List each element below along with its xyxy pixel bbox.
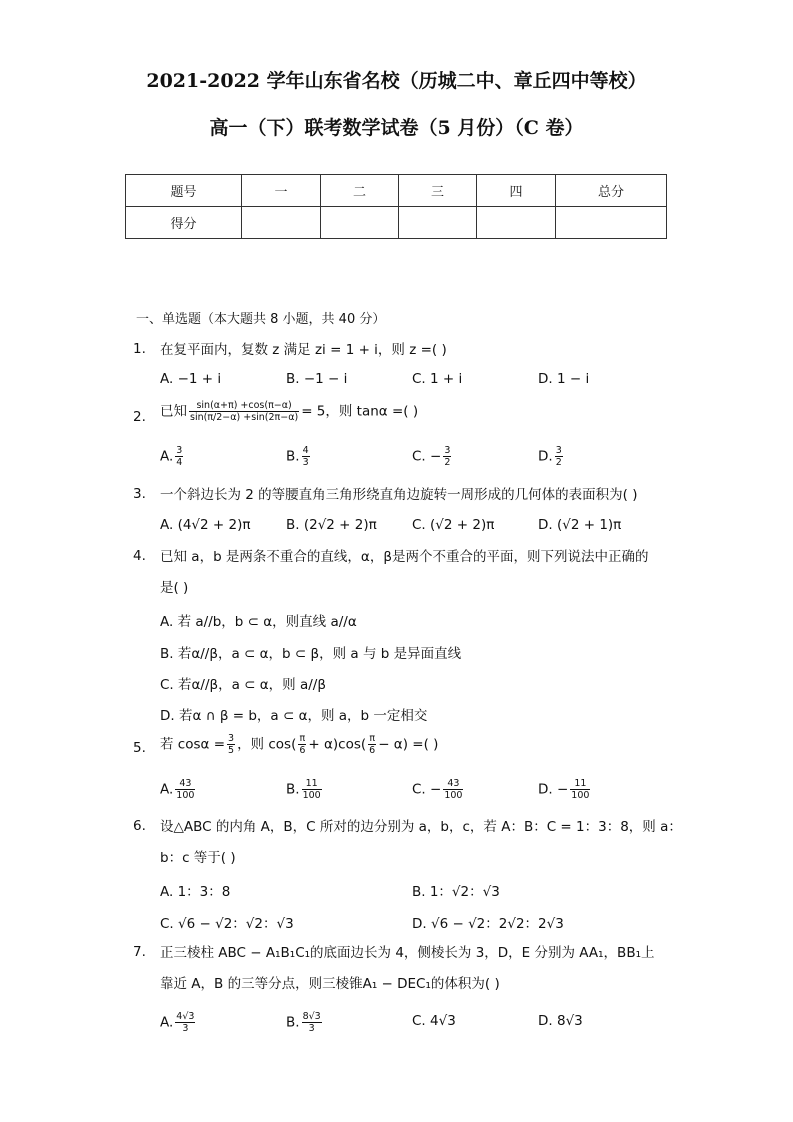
- q1-option-b: B. −1 − i: [286, 371, 348, 387]
- q6-option-a: A. 1：3：8: [160, 884, 231, 900]
- question-number: 3.: [133, 486, 146, 502]
- score-cell: [321, 207, 399, 239]
- question-number: 6.: [133, 818, 146, 834]
- score-header-cell: 三: [399, 175, 477, 207]
- question-4-line2: 是( ): [160, 580, 189, 596]
- score-header-cell: 四: [477, 175, 556, 207]
- score-header-cell: 二: [321, 175, 399, 207]
- q3-option-a: A. (4√2 + 2)π: [160, 517, 251, 533]
- question-5-text: 若 cosα = $\frac{3}{5}$ ，则 cos( $\frac{\pi}{6}$ + α)cos( $\frac{\pi}{6}$ − α) =( ): [160, 733, 439, 756]
- q5-option-c: C. − $\frac{43}{100}$: [412, 778, 463, 801]
- q2-fraction-denominator: sin(π/2−α) +sin(2π−α): [190, 412, 299, 423]
- question-number: 5.: [133, 740, 146, 756]
- q3-option-c: C. (√2 + 2)π: [412, 517, 495, 533]
- score-cell: [242, 207, 321, 239]
- q3-option-d: D. (√2 + 1)π: [538, 517, 622, 533]
- q6-option-b: B. 1：√2：√3: [412, 884, 500, 900]
- q2-option-c: C. − $\frac{3}{2}$: [412, 445, 451, 468]
- q7-option-a: A. $\frac{4√3}{3}$: [160, 1011, 195, 1034]
- q4-option-b: B. 若α//β，a ⊂ α，b ⊂ β，则 a 与 b 是异面直线: [160, 646, 462, 662]
- question-6-line2: b：c 等于( ): [160, 850, 236, 866]
- question-number: 1.: [133, 341, 146, 357]
- q2-prefix: 已知: [160, 403, 187, 420]
- q2-fraction-numerator: sin(α+π) +cos(π−α): [189, 400, 299, 412]
- exam-title-line2: 高一（下）联考数学试卷（5 月份）（C 卷）: [209, 117, 584, 139]
- question-4-line1: 已知 a，b 是两条不重合的直线，α，β是两个不重合的平面，则下列说法中正确的: [160, 549, 649, 565]
- question-number: 2.: [133, 409, 146, 425]
- score-cell: [477, 207, 556, 239]
- q3-option-b: B. (2√2 + 2)π: [286, 517, 377, 533]
- q7-option-d: D. 8√3: [538, 1013, 583, 1029]
- q1-option-a: A. −1 + i: [160, 371, 222, 387]
- question-7-line1: 正三棱柱 ABC − A₁B₁C₁的底面边长为 4，侧棱长为 3，D，E 分别为 AA₁，BB₁上: [160, 945, 655, 961]
- q5-option-a: A. $\frac{43}{100}$: [160, 778, 195, 801]
- question-number: 7.: [133, 944, 146, 960]
- question-2-text: [160, 400, 418, 423]
- q1-option-d: D. 1 − i: [538, 371, 590, 387]
- score-row-label: 得分: [126, 207, 242, 239]
- question-3-text: 一个斜边长为 2 的等腰直角三角形绕直角边旋转一周形成的几何体的表面积为( ): [160, 487, 638, 503]
- q7-option-c: C. 4√3: [412, 1013, 456, 1029]
- q4-option-c: C. 若α//β，a ⊂ α，则 a//β: [160, 677, 326, 693]
- score-cell: [556, 207, 667, 239]
- score-table: [125, 174, 667, 239]
- score-header-cell: 总分: [556, 175, 667, 207]
- q2-option-a: A. $\frac{3}{4}$: [160, 445, 183, 468]
- q2-fraction: [189, 400, 299, 423]
- question-6-line1: 设△ABC 的内角 A，B，C 所对的边分别为 a，b，c，若 A：B：C = 1：3：8，则 a：: [160, 819, 682, 835]
- section-heading: 一、单选题（本大题共 8 小题，共 40 分）: [136, 312, 386, 327]
- q6-option-d: D. √6 − √2：2√2：2√3: [412, 916, 564, 932]
- score-table-score-row: [126, 207, 667, 239]
- score-cell: [399, 207, 477, 239]
- q2-option-d: D. $\frac{3}{2}$: [538, 445, 562, 468]
- question-1-text: 在复平面内，复数 z 满足 zi = 1 + i，则 z =( ): [160, 342, 447, 358]
- score-header-cell: 一: [242, 175, 321, 207]
- question-7-line2: 靠近 A，B 的三等分点，则三棱锥A₁ − DEC₁的体积为( ): [160, 976, 500, 992]
- exam-title-line1: 2021-2022 学年山东省名校（历城二中、章丘四中等校）: [146, 70, 647, 92]
- q4-option-a: A. 若 a//b，b ⊂ α，则直线 a//α: [160, 614, 357, 630]
- q5-option-d: D. − $\frac{11}{100}$: [538, 778, 590, 801]
- q6-option-c: C. √6 − √2：√2：√3: [160, 916, 294, 932]
- q7-option-b: B. $\frac{8√3}{3}$: [286, 1011, 321, 1034]
- score-table-header-row: [126, 175, 667, 207]
- q2-suffix: = 5，则 tanα =( ): [301, 403, 419, 420]
- question-number: 4.: [133, 548, 146, 564]
- q1-option-c: C. 1 + i: [412, 371, 463, 387]
- q4-option-d: D. 若α ∩ β = b，a ⊂ α，则 a，b 一定相交: [160, 708, 428, 724]
- score-header-cell: 题号: [126, 175, 242, 207]
- q5-option-b: B. $\frac{11}{100}$: [286, 778, 321, 801]
- q2-option-b: B. $\frac{4}{3}$: [286, 445, 309, 468]
